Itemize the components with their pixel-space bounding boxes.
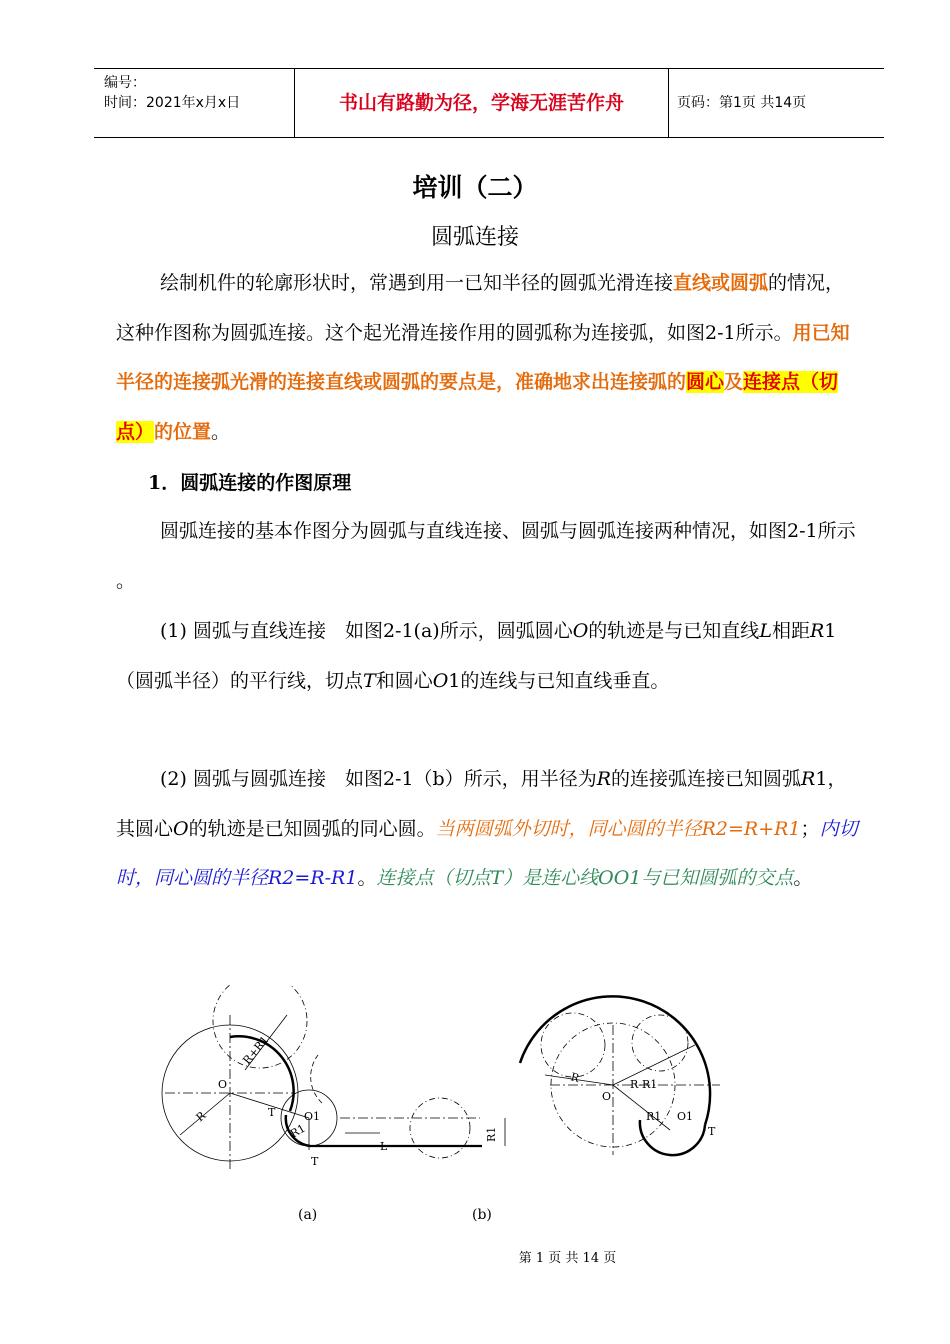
label-T2: T [311, 1155, 319, 1168]
time-label: 时间：2021年x月x日 [104, 95, 241, 111]
outer-known-arc [520, 996, 710, 1125]
label-T-b: T [708, 1125, 716, 1138]
label-O-b: O [602, 1090, 612, 1103]
text-run: (2) 圆弧与圆弧连接 如图2-1（b）所示，用半径为 [160, 768, 597, 790]
tangent-point-note: 连接点（切点T）是连心线OO1与已知圆弧的交点 [376, 867, 794, 889]
doc-title: 培训（二） [412, 173, 538, 202]
symbol-run: O [432, 669, 449, 692]
internal-tangent-note: 内切时，同心圆的半径R2=R-R1 [116, 817, 858, 889]
label-R1-vertical: R1 [485, 1126, 498, 1142]
label-R1: R1 [288, 1121, 308, 1141]
text-run: 的轨迹是已知圆弧的同心圆。 [188, 817, 436, 840]
text-run: 。 [211, 420, 231, 443]
header-page-info: 页码：第1页 共14页 [677, 95, 807, 111]
center-locus [311, 1055, 322, 1103]
label-R1-b: R1 [646, 1110, 662, 1123]
symbol-run: R [596, 768, 612, 790]
text-run: 1（圆弧半径）的平行线，切点 [116, 620, 837, 692]
text-run: 和圆心 [375, 669, 433, 692]
connecting-arc-trace [213, 985, 307, 1068]
text-run: ； [800, 817, 820, 840]
text-run: 的轨迹是与已知直线 [588, 620, 760, 642]
text-run: (1) 圆弧与直线连接 如图2-1(a)所示，圆弧圆心 [160, 620, 573, 642]
figure-a-labels [194, 1033, 498, 1168]
label-R: R [193, 1109, 209, 1125]
symbol-run: R [809, 620, 825, 642]
caption-a: (a) [298, 1207, 318, 1223]
text-run: 。 [793, 867, 813, 889]
text-run: 。 [357, 867, 377, 889]
header-meta [94, 69, 294, 137]
text-run: 的情况，这种作图称为圆弧连接。这个起光滑连接作用的圆弧称为连接弧，如图2-1所示。 [116, 272, 845, 344]
emphasis-run: 及 [724, 371, 744, 393]
symbol-run: R [801, 768, 816, 790]
dashed-circle [410, 1098, 470, 1158]
doc-subtitle: 圆弧连接 [430, 225, 519, 250]
text-run: 的连接弧连接已知圆弧 [611, 768, 802, 790]
figure-b-labels [569, 1070, 716, 1138]
symbol-run: L [759, 620, 772, 642]
highlight-run: 连接点（切点） [116, 371, 839, 443]
figure-b [520, 996, 720, 1155]
external-tangent-note: 当两圆弧外切时，同心圆的半径R2=R+R1 [435, 817, 801, 840]
center-link-b [613, 1085, 670, 1130]
page-footer: 第 1 页 共 14 页 [518, 1251, 617, 1266]
label-R-b: R [569, 1070, 581, 1086]
emphasis-run: 用已知半径的连接弧光滑的连接直线或圆弧的要点是，准确地求出连接弧的 [116, 321, 850, 393]
paragraph-line-connect [116, 607, 861, 706]
section-heading: 1．圆弧连接的作图原理 [148, 472, 352, 494]
paragraph-principle: 圆弧连接的基本作图分为圆弧与直线连接、圆弧与圆弧连接两种情况，如图2-1所示 。 [116, 520, 856, 592]
emphasis-run: 的位置 [154, 420, 212, 443]
label-R-minus-R1: R-R1 [630, 1078, 658, 1091]
label-O1-b: O1 [677, 1110, 694, 1123]
label-O1: O1 [304, 1110, 321, 1123]
label-O: O [218, 1078, 228, 1091]
code-label: 编号： [104, 75, 146, 91]
highlight-run: 圆心 [686, 371, 725, 393]
figure-2-1 [150, 985, 750, 1185]
label-R-plus-R1: R+R1 [240, 1033, 272, 1067]
caption-b: (b) [472, 1207, 492, 1223]
page-header [94, 68, 884, 138]
emphasis-run: 直线或圆弧 [673, 272, 769, 294]
symbol-run: O [173, 817, 189, 840]
figure-a [162, 985, 505, 1170]
text-run: 相距 [771, 620, 810, 642]
label-T: T [268, 1106, 276, 1119]
inner-known-arc [640, 1120, 705, 1155]
paragraph-arc-connect [116, 755, 861, 904]
text-run: 1，其圆心 [116, 768, 847, 840]
symbol-run: T [363, 669, 376, 692]
dashed-circle-b1 [541, 1013, 605, 1077]
paragraph-intro [116, 259, 861, 457]
header-motto: 书山有路勤为径，学海无涯苦作舟 [294, 69, 669, 137]
text-run: 绘制机件的轮廓形状时，常遇到用一已知半径的圆弧光滑连接 [160, 272, 674, 294]
radius-line [180, 1093, 230, 1135]
text-run: 1的连线与已知直线垂直。 [448, 669, 670, 692]
label-L: L [380, 1140, 388, 1153]
symbol-run: O [572, 620, 589, 642]
